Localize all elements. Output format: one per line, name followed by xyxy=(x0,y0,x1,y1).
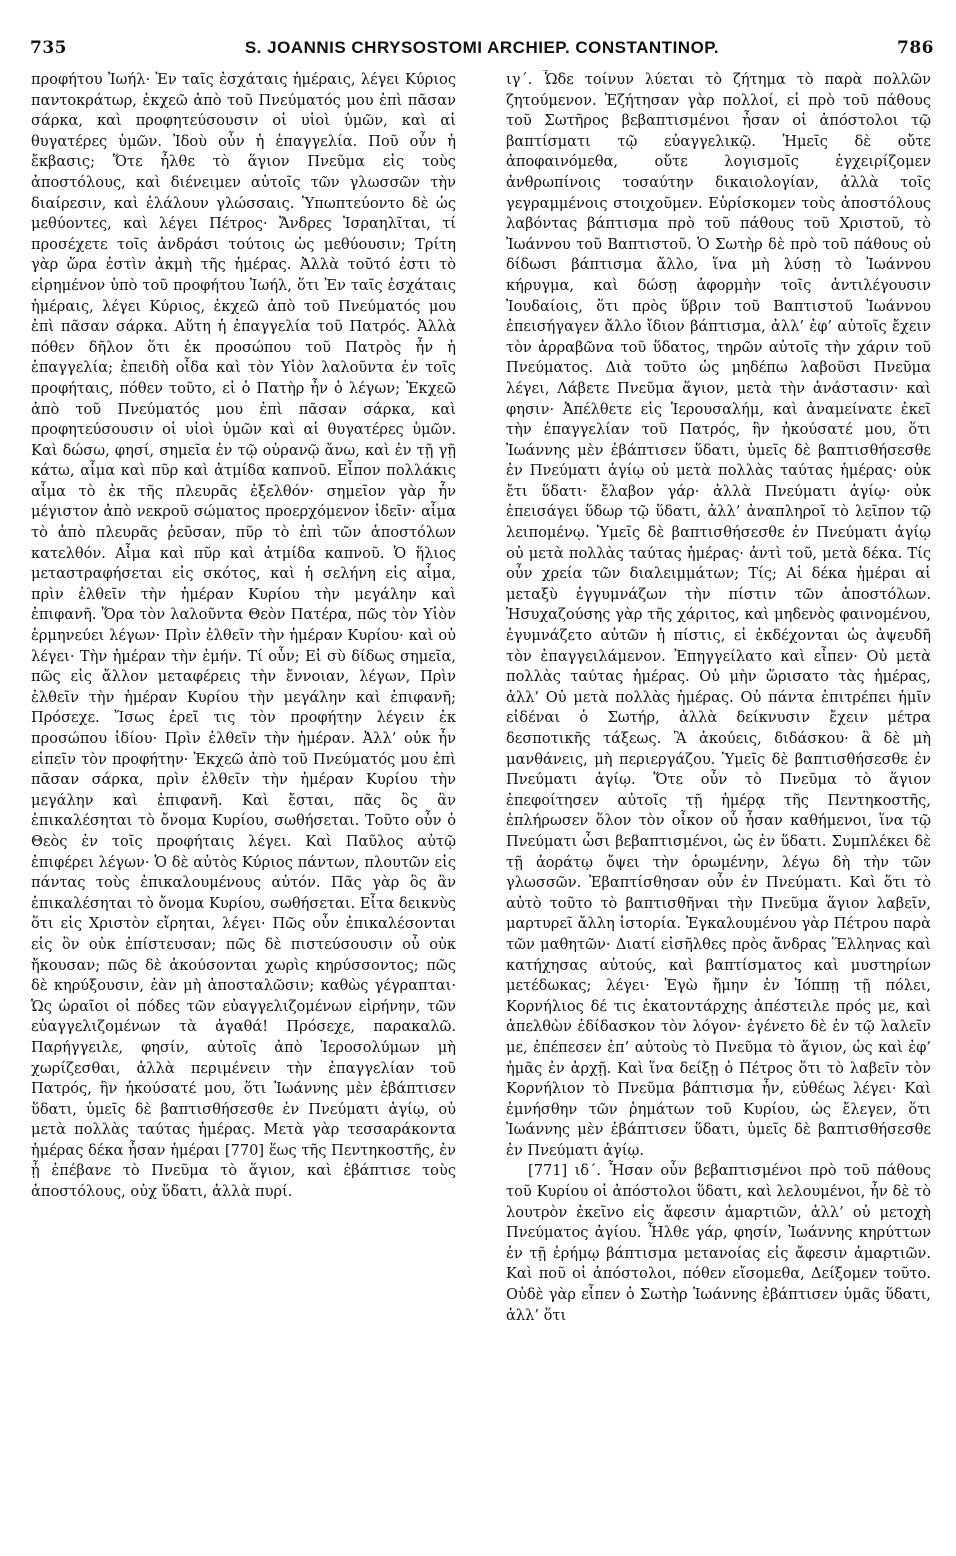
paragraph: [771] ιδ΄. Ἦσαν οὖν βεβαπτισμένοι πρὸ τοῦ πάθους τοῦ Κυρίου οἱ ἀπόστολοι ὕδατι, καὶ λελουμένοι, ἦν δὲ τὸ λουτρὸν ἐκεῖνο εἰς ἄφεσιν ἁμαρτιῶν, ἀλλ’ οὐ μετοχὴ Πνεύματος ἁγίου. Ἦλθε γάρ, φησίν, Ἰωάννης κηρύττων ἐν τῇ ἐρήμῳ βάπτισμα μετανοίας εἰς ἄφεσιν ἁμαρτιῶν. Καὶ ποῦ οἱ ἀπόστολοι, πόθεν εἴσομεθα, Δείξομεν τοῦτο. Οὐδὲ γὰρ εἶπεν ὁ Σωτὴρ Ἰωάννης ἐβάπτισεν ὑμᾶς ὕδατι, ἀλλ’ ὅτι xyxy=(506,1162,931,1324)
page-number-left: 735 xyxy=(30,38,67,58)
left-column xyxy=(31,70,456,1545)
right-column xyxy=(506,70,931,1545)
page-header xyxy=(30,38,934,66)
paragraph: προφήτου Ἰωήλ· Ἐν ταῖς ἐσχάταις ἡμέραις, λέγει Κύριος παντοκράτωρ, ἐκχεῶ ἀπὸ τοῦ Πνεύματός μου ἐπὶ πᾶσαν σάρκα, καὶ προφητεύσουσιν οἱ υἱοὶ ὑμῶν, καὶ αἱ θυγατέρες ὑμῶν. Ἰδοὺ οὖν ἡ ἐπαγγελία. Ποῦ οὖν ἡ ἔκβασις; Ὅτε ἦλθε τὸ ἅγιον Πνεῦμα εἰς τοὺς ἀποστόλους, καὶ διένειμεν αὐτοῖς τῶν γλωσσῶν τὴν διαίρεσιν, καὶ ἐλάλουν γλώσσαις. Ὑπωπτεύοντο δὲ ὡς μεθύοντες, καὶ λέγει Πέτρος· Ἄνδρες Ἰσραηλῖται, τί προσέχετε τοῖς ἀνδράσι τούτοις ὡς μεθύουσιν; Τρίτη γὰρ ὥρα ἐστὶν ἀκμὴ τῆς ἡμέρας. Ἀλλὰ τοῦτό ἐστι τὸ εἰρημένον ὑπὸ τοῦ προφήτου Ἰωήλ, ὅτι Ἐν ταῖς ἐσχάταις ἡμέραις, λέγει Κύριος, ἐκχεῶ ἀπὸ τοῦ Πνεύματός μου ἐπὶ πᾶσαν σάρκα. Αὕτη ἡ ἐπαγγελία τοῦ Πατρός. Ἀλλὰ πόθεν δῆλον ὅτι ἐκ προσώπου τοῦ Πατρὸς ἦν ἡ ἐπαγγελία; ἐπειδὴ οἶδα καὶ τὸν Υἱὸν λαλοῦντα ἐν τοῖς προφήταις, πόθεν τοῦτο, εἰ ὁ Πατὴρ ἦν ὁ λέγων; Ἐκχεῶ ἀπὸ τοῦ Πνεύματός μου ἐπὶ πᾶσαν σάρκα, καὶ προφητεύσουσιν οἱ υἱοὶ ὑμῶν καὶ αἱ θυγατέρες ὑμῶν. Καὶ δώσω, φησί, σημεῖα ἐν τῷ οὐρανῷ ἄνω, καὶ ἐν τῇ γῇ κάτω, αἷμα καὶ πῦρ καὶ ἀτμίδα καπνοῦ. Εἶπον πολλάκις αἷμα τὸ ἐκ τῆς πλευρᾶς ἐξελθόν· σημεῖον γὰρ ἦν μέγιστον ἀπὸ νεκροῦ σώματος προερχόμενον ἰδεῖν· αἷμα τὸ ἀπὸ πλευρᾶς ῥεῦσαν, πῦρ τὸ ἐπὶ τῶν ἀποστόλων κατελθόν. Αἷμα καὶ πῦρ καὶ ἀτμίδα καπνοῦ. Ὁ ἥλιος μεταστραφήσεται εἰς σκότος, καὶ ἡ σελήνη εἰς αἷμα, πρὶν ἐλθεῖν τὴν ἡμέραν Κυρίου τὴν μεγάλην καὶ ἐπιφανῆ. Ὅρα τὸν λαλοῦντα Θεὸν Πατέρα, πῶς τὸν Υἱὸν ἑρμηνεύει λέγων· Πρὶν ἐλθεῖν τὴν ἡμέραν Κυρίου· καὶ οὐ λέγει· Τὴν ἡμέραν τὴν ἐμήν. Τί οὖν; Εἰ σὺ δίδως σημεῖα, πῶς εἰς ἄλλον μεταφέρεις τὴν ἔννοιαν, λέγων, Πρὶν ἐλθεῖν τὴν ἡμέραν Κυρίου τὴν μεγάλην καὶ ἐπιφανῆ; Πρόσεχε. Ἴσως ἐρεῖ τις τὸν προφήτην λέγειν ἐκ προσώπου ἰδίου· Πρὶν ἐλθεῖν τὴν ἡμέραν. Ἀλλ’ οὐκ ἦν εἰπεῖν τὸν προφήτην· Ἐκχεῶ ἀπὸ τοῦ Πνεύματός μου ἐπὶ πᾶσαν σάρκα, πρὶν ἐλθεῖν τὴν ἡμέραν Κυρίου τὴν μεγάλην καὶ ἐπιφανῆ. Καὶ ἔσται, πᾶς ὃς ἂν ἐπικαλέσηται τὸ ὄνομα Κυρίου, σωθήσεται. Τοῦτο οὖν ὁ Θεὸς ἐν τοῖς προφήταις λέγει. Καὶ Παῦλος αὐτῷ ἐπιφέρει λέγων· Ὁ δὲ αὐτὸς Κύριος πάντων, πλουτῶν εἰς πάντας τοὺς ἐπικαλουμένους αὐτόν. Πᾶς γὰρ ὃς ἂν ἐπικαλέσηται τὸ ὄνομα Κυρίου, σωθήσεται. Εἶτα δεικνὺς ὅτι εἰς Χριστὸν εἴρηται, λέγει· Πῶς οὖν ἐπικαλέσονται εἰς ὃν οὐκ ἐπίστευσαν; πῶς δὲ πιστεύσουσιν οὗ οὐκ ἤκουσαν; πῶς δὲ ἀκούσονται χωρὶς κηρύσσοντος; πῶς δὲ κηρύξουσιν, ἐὰν μὴ ἀποσταλῶσιν; καθὼς γέγραπται· Ὡς ὡραῖοι οἱ πόδες τῶν εὐαγγελιζομένων εἰρήνην, τῶν εὐαγγελιζομένων τὰ ἀγαθά! Πρόσεχε, παρακαλῶ. Παρήγγειλε, φησίν, αὐτοῖς ἀπὸ Ἱεροσολύμων μὴ χωρίζεσθαι, ἀλλὰ περιμένειν τὴν ἐπαγγελίαν τοῦ Πατρός, ἣν ἠκούσατέ μου, ὅτι Ἰωάννης μὲν ἐβάπτισεν ὕδατι, ὑμεῖς δὲ βαπτισθήσεσθε ἐν Πνεύματι ἁγίῳ, οὐ μετὰ πολλὰς ταύτας ἡμέρας. Μετὰ γὰρ τεσσαράκοντα ἡμέρας δέκα ἦσαν ἡμέραι [770] ἕως τῆς Πεντηκοστῆς, ἐν ᾗ ἐπέβανε τὸ Πνεῦμα τὸ ἅγιον, καὶ ἐβάπτισε τοὺς ἀποστόλους, οὐχ ὕδατι, ἀλλὰ πυρί. xyxy=(31,71,456,1201)
page-number-right: 786 xyxy=(897,38,934,58)
running-title: S. JOANNIS CHRYSOSTOMI ARCHIEP. CONSTANTINOP. xyxy=(244,38,720,57)
paragraph: ιγ΄. Ὧδε τοίνυν λύεται τὸ ζήτημα τὸ παρὰ πολλῶν ζητούμενον. Ἐζήτησαν γὰρ πολλοί, εἰ πρὸ τοῦ πάθους τοῦ Σωτῆρος βεβαπτισμένοι ἦσαν οἱ ἀπόστολοι τῷ βαπτίσματι τῷ εὐαγγελικῷ. Ἡμεῖς δὲ οὔτε ἀποφαινόμεθα, οὔτε λογισμοῖς ἐγχειρίζομεν ἀνθρωπίνοις τοσαύτην δικαιολογίαν, ἀλλὰ τοῖς γεγραμμένοις στοιχοῦμεν. Εὑρίσκομεν τοὺς ἀποστόλους λαβόντας βάπτισμα πρὸ τοῦ πάθους τοῦ Χριστοῦ, τὸ Ἰωάννου τοῦ Βαπτιστοῦ. Ὁ Σωτὴρ δὲ πρὸ τοῦ πάθους οὐ δίδωσι βάπτισμα ἄλλο, ἵνα μὴ λύσῃ τὸ Ἰωάννου κήρυγμα, καὶ δώσῃ ἀφορμὴν τοῖς ἀντιλέγουσιν Ἰουδαίοις, ὅτι πρὸς ὕβριν τοῦ Βαπτιστοῦ Ἰωάννου ἐπεισήγαγεν ἄλλο ἴδιον βάπτισμα, ἀλλ’ ἐφ’ αὐτοῖς ἔχειν τὸν ἀρραβῶνα τοῦ ὕδατος, τηρῶν αὐτοῖς τὴν χάριν τοῦ Πνεύματος. Διὰ τοῦτο ὡς μηδέπω λαβοῦσι Πνεῦμα λέγει, Λάβετε Πνεῦμα ἅγιον, μετὰ τὴν ἀνάστασιν· καὶ φησιν· Ἀπέλθετε εἰς Ἱερουσαλήμ, καὶ ἀναμείνατε ἐκεῖ τὴν ἐπαγγελίαν τοῦ Πατρός, ἣν ἠκούσατέ μου, ὅτι Ἰωάννης μὲν ἐβάπτισεν ὕδατι, ὑμεῖς δὲ βαπτισθήσεσθε ἐν Πνεύματι ἁγίῳ οὐ μετὰ πολλὰς ταύτας ἡμέρας· οὐκ ἔτι ὕδατι· ἔλαβον γάρ· ἀλλὰ Πνεύματι ἁγίῳ· οὐκ ἐπεισάγει ὕδωρ τῷ ὕδατι, ἀλλ’ ἀναπληροῖ τὸ λεῖπον τῷ λειπομένῳ. Ὑμεῖς δὲ βαπτισθήσεσθε ἐν Πνεύματι ἁγίῳ οὐ μετὰ πολλὰς ταύτας ἡμέρας· ἀντὶ τοῦ, μετὰ δέκα. Τίς οὖν χρεία τῶν διαλειμμάτων; Τίς; Αἱ δέκα ἡμέραι αἱ μεταξὺ ἐγγυμνάζων τὴν πίστιν τῶν ἀποστόλων. Ἡσυχαζούσης γὰρ τῆς χάριτος, καὶ μηδενὸς φαινομένου, ἐγυμνάζετο αὐτῶν ἡ πίστις, εἰ ἐκδέχονται ὡς ἀψευδῆ τὸν ἐπαγγειλάμενον. Ἐπηγγείλατο καὶ εἶπεν· Οὐ μετὰ πολλὰς ταύτας ἡμέρας. Οὐ μὴν ὥρισατο τὰς ἡμέρας, ἀλλ’ Οὐ μετὰ πολλὰς ἡμέρας. Οὐ πάντα ἐπιτρέπει ἡμῖν εἰδέναι ὁ Σωτήρ, ἀλλὰ δείκνυσιν ἔχειν μέτρα δεσποτικῆς τάξεως. Ἃ ἀκούεις, διδάσκου· ἃ δὲ μὴ μανθάνεις, μὴ περιεργάζου. Ὑμεῖς δὲ βαπτισθήσεσθε ἐν Πνεύματι ἁγίῳ. Ὅτε οὖν τὸ Πνεῦμα τὸ ἅγιον ἐπεφοίτησεν αὐτοῖς τῇ ἡμέρᾳ τῆς Πεντηκοστῆς, ἐπλήρωσεν ὅλον τὸν οἶκον οὗ ἦσαν καθήμενοι, ἵνα τῷ Πνεύματι ὦσι βεβαπτισμένοι, ὡς ἐν ὕδατι. Συμπλέκει δὲ τῇ ἀοράτῳ ὄψει τὴν ὁρωμένην, λέγω δὴ τὴν τῶν γλωσσῶν. Ἐβαπτίσθησαν οὖν ἐν Πνεύματι. Καὶ ὅτι τὸ αὐτὸ τοῦτο τὸ βαπτισθῆναι τὴν Πνεῦμα ἅγιον λαβεῖν, μαρτυρεῖ ἄλλη ἱστορία. Ἐγκαλουμένου γὰρ Πέτρου παρὰ τῶν μαθητῶν· Διατί εἰσῆλθες πρὸς ἄνδρας Ἕλληνας καὶ κατήχησας αὐτούς, καὶ βαπτίσματος καὶ μυστηρίων μετέδωκας; λέγει· Ἐγὼ ἤμην ἐν Ἰόππῃ τῇ πόλει, Κορνήλιος δέ τις ἑκατοντάρχης ἀπέστειλε πρός με, καὶ ἀπελθὼν ἐδίδασκον τὸν λόγον· ἐγένετο δὲ ἐν τῷ λαλεῖν με, ἐπέπεσεν ἐπ’ αὐτοὺς τὸ Πνεῦμα τὸ ἅγιον, ὡς καὶ ἐφ’ ἡμᾶς ἐν ἀρχῇ. Καὶ ἵνα δείξῃ ὁ Πέτρος ὅτι τὸ λαβεῖν τὸν Κορνήλιον τὸ Πνεῦμα βάπτισμα ἦν, εὐθέως λέγει· Καὶ ἐμνήσθην τῶν ῥημάτων τοῦ Κυρίου, ὡς ἔλεγεν, ὅτι Ἰωάννης μὲν ἐβάπτισεν ὕδατι, ὑμεῖς δὲ βαπτισθήσεσθε ἐν Πνεύματι ἁγίῳ. xyxy=(506,71,931,1159)
